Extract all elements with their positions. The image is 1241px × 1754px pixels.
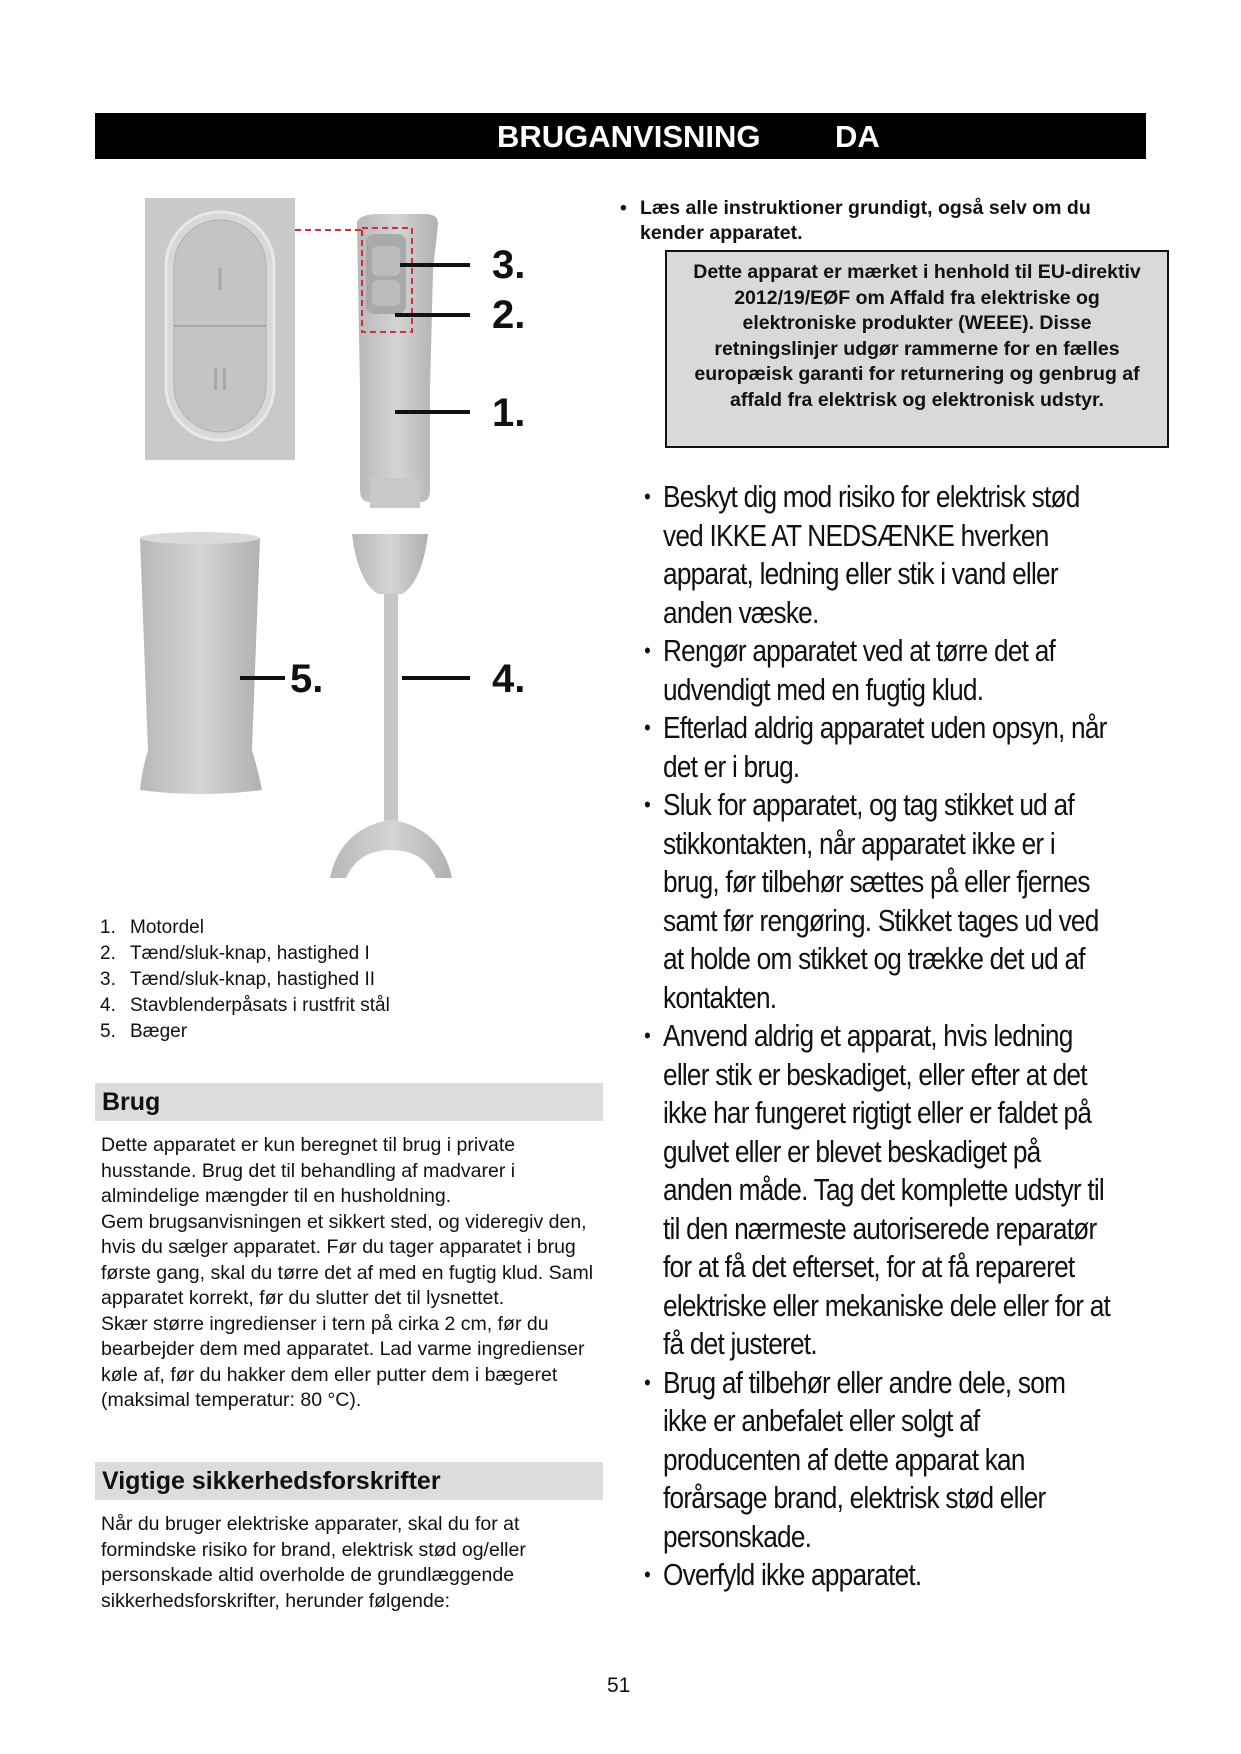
- callout-5: 5.: [290, 657, 324, 701]
- list-item: • Brug af tilbehør eller andre dele, som ikke er anbefalet eller solgt af producenten af dette apparat kan forårsage brand, elektrisk stød eller personskade.: [663, 1364, 1110, 1557]
- page-header: [95, 113, 1146, 159]
- list-item: • Beskyt dig mod risiko for elektrisk stød ved IKKE AT NEDSÆNKE hverken apparat, ledning eller stik i vand eller anden væske.: [663, 478, 1110, 632]
- list-item: • Overfyld ikke apparatet.: [663, 1556, 1110, 1595]
- blender-stick: [330, 534, 452, 878]
- list-item: 2. Tænd/sluk-knap, hastighed I: [100, 943, 370, 964]
- callout-1: 1.: [492, 391, 526, 435]
- product-illustration: [140, 190, 560, 910]
- motor-body: [295, 214, 438, 508]
- page-number: 51: [607, 1674, 631, 1697]
- switch-mark-2: II: [211, 361, 229, 397]
- brug-paragraph-3: Skær større ingredienser i tern på cirka 2 cm, før du bearbejder dem med apparatet. Lad varme ingredienser køle af, før du hakker dem eller putter dem i bægeret (maksimal temperatur: 80 °C).: [101, 1312, 585, 1411]
- safety-list: [663, 478, 1110, 1595]
- instruction-bullet: • Læs alle instruktioner grundigt, også selv om du kender apparatet.: [620, 197, 1091, 244]
- section-heading-brug: Brug: [95, 1083, 603, 1121]
- list-item: 3. Tænd/sluk-knap, hastighed II: [100, 969, 376, 990]
- vigtige-text: [101, 1512, 613, 1614]
- instruction-text: Læs alle instruktioner grundigt, også selv om du kender apparatet.: [640, 197, 1091, 244]
- beaker: [140, 532, 262, 794]
- callout-2: 2.: [492, 293, 526, 337]
- list-item: • Anvend aldrig et apparat, hvis ledning eller stik er beskadiget, eller efter at det ikke har fungeret rigtigt eller er faldet på gulvet eller er blevet beskadiget på anden måde. Tag det komplette udstyr til til den nærmeste autoriserede reparatør for at få det efterset, for at få repareret elektriske eller mekaniske dele eller for at få det justeret.: [663, 1017, 1110, 1364]
- list-item: • Efterlad aldrig apparatet uden opsyn, når det er i brug.: [663, 709, 1110, 786]
- list-item: • Rengør apparatet ved at tørre det af udvendigt med en fugtig klud.: [663, 632, 1110, 709]
- section-heading-vigtige: Vigtige sikkerhedsforskrifter: [95, 1462, 603, 1500]
- vigtige-paragraph: Når du bruger elektriske apparater, skal du for at formindske risiko for brand, elektrisk stød og/eller personskade altid overholde de grundlæggende sikkerhedsforskrifter, herunder følgende:: [101, 1513, 526, 1612]
- header-title: BRUGANVISNING: [497, 119, 761, 154]
- weee-notice-box: Dette apparat er mærket i henhold til EU-direktiv 2012/19/EØF om Affald fra elektriske og elektroniske produkter (WEEE). Disse retningslinjer udgør rammerne for en fælles europæisk garanti for returnering og genbrug af affald fra elektrisk og elektronisk udstyr.: [665, 250, 1169, 448]
- list-item: 5. Bæger: [100, 1021, 188, 1042]
- callout-4: 4.: [492, 657, 526, 701]
- switch-mark-1: I: [215, 261, 225, 297]
- list-item: 1. Motordel: [100, 917, 204, 938]
- brug-paragraph-1: Dette apparatet er kun beregnet til brug i private husstande. Brug det til behandling af madvarer i almindelige mængder til en husholdning.: [101, 1134, 516, 1207]
- brug-paragraph-2: Gem brugsanvisningen et sikkert sted, og videregiv den, hvis du sælger apparatet. Før du tager apparatet i brug første gang, skal du tørre det af med en fugtig klud. Saml apparatet korrekt, før du slutter det til lysnettet.: [101, 1210, 594, 1309]
- switch-closeup: [145, 198, 295, 460]
- header-language: DA: [835, 119, 880, 154]
- parts-list: [100, 915, 390, 1045]
- callout-3: 3.: [492, 243, 526, 287]
- brug-text: [101, 1133, 613, 1414]
- list-item: • Sluk for apparatet, og tag stikket ud af stikkontakten, når apparatet ikke er i brug, før tilbehør sættes på eller fjernes samt før rengøring. Stikket tages ud ved at holde om stikket og trække det ud af kontakten.: [663, 786, 1110, 1017]
- list-item: 4. Stavblenderpåsats i rustfrit stål: [100, 995, 390, 1016]
